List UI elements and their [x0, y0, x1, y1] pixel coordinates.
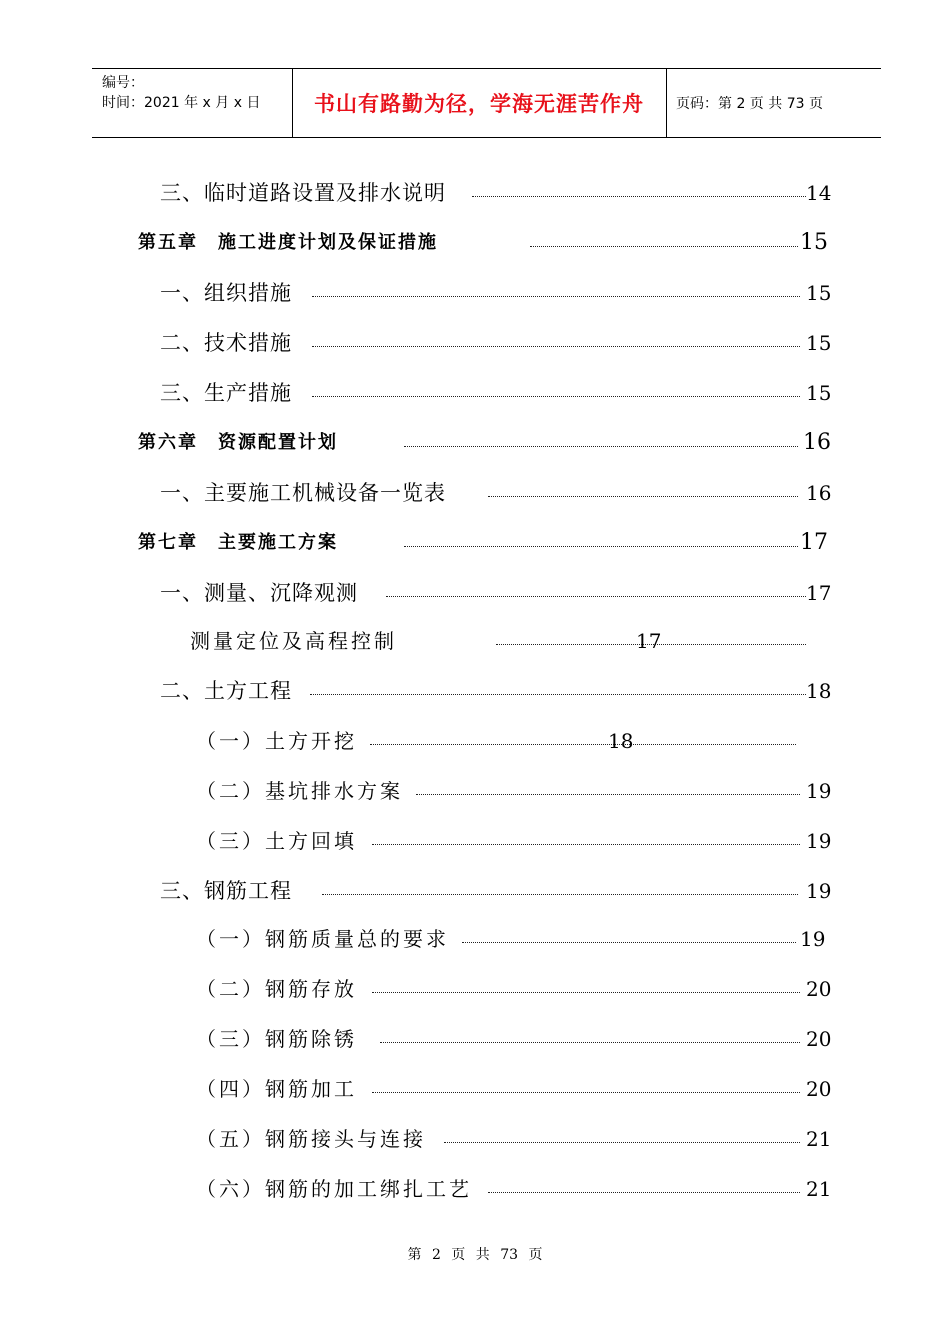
toc-entry[interactable] — [196, 1124, 830, 1154]
toc-entry[interactable] — [196, 1024, 830, 1054]
toc-entry-title: （三）钢筋除锈 — [196, 1027, 357, 1051]
toc-entry-page: 16 — [803, 430, 831, 455]
toc-leader-dots — [488, 496, 798, 497]
toc-entry[interactable] — [190, 626, 810, 656]
toc-entry-title: 三、临时道路设置及排水说明 — [160, 181, 446, 205]
toc-entry[interactable] — [160, 278, 830, 308]
toc-leader-dots — [404, 446, 798, 447]
toc-entry-page: 19 — [806, 829, 832, 853]
toc-chapter[interactable] — [138, 528, 828, 558]
toc-entry-title: （一）土方开挖 — [196, 729, 357, 753]
toc-leader-dots — [322, 894, 798, 895]
toc-entry-title: （一）钢筋质量总的要求 — [196, 927, 449, 951]
toc-leader-dots — [372, 992, 800, 993]
toc-entry-page: 19 — [806, 879, 832, 903]
toc-entry-title: 第六章 资源配置计划 — [138, 432, 338, 453]
toc-entry-page: 17 — [806, 581, 832, 605]
toc-entry-page: 20 — [806, 1077, 832, 1101]
toc-entry-page: 15 — [806, 281, 832, 305]
toc-leader-dots — [404, 546, 798, 547]
toc-leader-dots — [472, 196, 806, 197]
toc-entry-page: 19 — [806, 779, 832, 803]
toc-entry-page: 14 — [806, 181, 832, 205]
toc-entry-title: 三、生产措施 — [160, 381, 292, 405]
toc-entry-title: （二）钢筋存放 — [196, 977, 357, 1001]
toc-leader-dots — [372, 844, 800, 845]
header-divider — [666, 69, 667, 137]
toc-entry-page: 18 — [806, 679, 832, 703]
toc-entry-title: 二、技术措施 — [160, 331, 292, 355]
toc-entry-page: 15 — [806, 381, 832, 405]
toc-leader-dots — [488, 1192, 800, 1193]
toc-entry-title: 一、组织措施 — [160, 281, 292, 305]
header-motto: 书山有路勤为径，学海无涯苦作舟 — [314, 92, 644, 116]
toc-entry[interactable] — [196, 1074, 830, 1104]
toc-entry-page: 15 — [800, 230, 828, 255]
doc-number: 编号： — [102, 75, 144, 91]
toc-entry[interactable] — [196, 1174, 830, 1204]
toc-leader-dots — [530, 246, 798, 247]
toc-entry[interactable] — [160, 178, 830, 208]
toc-leader-dots — [462, 942, 796, 943]
toc-entry-title: （六）钢筋的加工绑扎工艺 — [196, 1177, 472, 1201]
toc-entry[interactable] — [196, 776, 830, 806]
toc-leader-dots — [312, 296, 800, 297]
toc-entry[interactable] — [160, 478, 830, 508]
page-header — [92, 68, 881, 138]
toc-entry-page: 17 — [800, 530, 828, 555]
toc-leader-dots — [444, 1142, 800, 1143]
toc-chapter[interactable] — [138, 428, 831, 458]
toc-entry[interactable] — [160, 578, 830, 608]
toc-entry-title: （五）钢筋接头与连接 — [196, 1127, 426, 1151]
toc-leader-dots — [380, 1042, 800, 1043]
toc-entry[interactable] — [196, 726, 806, 756]
toc-entry-title: 第五章 施工进度计划及保证措施 — [138, 232, 438, 253]
toc-entry-page: 15 — [806, 331, 832, 355]
toc-leader-dots — [312, 346, 800, 347]
toc-entry[interactable] — [160, 876, 830, 906]
toc-entry-page: 16 — [806, 481, 832, 505]
toc-entry-page: 21 — [806, 1127, 832, 1151]
header-meta — [102, 73, 260, 113]
toc-entry-page: 18 — [608, 729, 634, 753]
toc-entry-title: 三、钢筋工程 — [160, 879, 292, 903]
toc-entry-title: 二、土方工程 — [160, 679, 292, 703]
toc-leader-dots — [372, 1092, 800, 1093]
toc-chapter[interactable] — [138, 228, 828, 258]
toc-leader-dots — [386, 596, 806, 597]
toc-entry[interactable] — [160, 328, 830, 358]
toc-entry[interactable] — [196, 974, 830, 1004]
toc-entry-page: 19 — [800, 927, 826, 951]
toc-leader-dots — [370, 744, 796, 745]
header-page-info: 页码：第 2 页 共 73 页 — [676, 96, 823, 112]
toc-entry-title: 一、测量、沉降观测 — [160, 581, 358, 605]
toc-entry-page: 17 — [636, 629, 662, 653]
toc-entry[interactable] — [160, 676, 830, 706]
toc-entry-title: 测量定位及高程控制 — [190, 629, 397, 653]
toc-entry-page: 20 — [806, 977, 832, 1001]
doc-time: 时间：2021 年 x 月 x 日 — [102, 95, 261, 111]
toc-leader-dots — [310, 694, 806, 695]
toc-entry-title: （四）钢筋加工 — [196, 1077, 357, 1101]
toc-entry[interactable] — [160, 378, 830, 408]
toc-leader-dots — [416, 794, 800, 795]
toc-entry-title: 第七章 主要施工方案 — [138, 532, 338, 553]
toc-entry-page: 21 — [806, 1177, 832, 1201]
toc-entry[interactable] — [196, 826, 830, 856]
toc-leader-dots — [312, 396, 800, 397]
toc-entry[interactable] — [196, 924, 830, 954]
toc-entry-title: （三）土方回填 — [196, 829, 357, 853]
toc-entry-title: 一、主要施工机械设备一览表 — [160, 481, 446, 505]
toc-entry-page: 20 — [806, 1027, 832, 1051]
page-footer: 第 2 页 共 73 页 — [407, 1247, 543, 1263]
toc-entry-title: （二）基坑排水方案 — [196, 779, 403, 803]
